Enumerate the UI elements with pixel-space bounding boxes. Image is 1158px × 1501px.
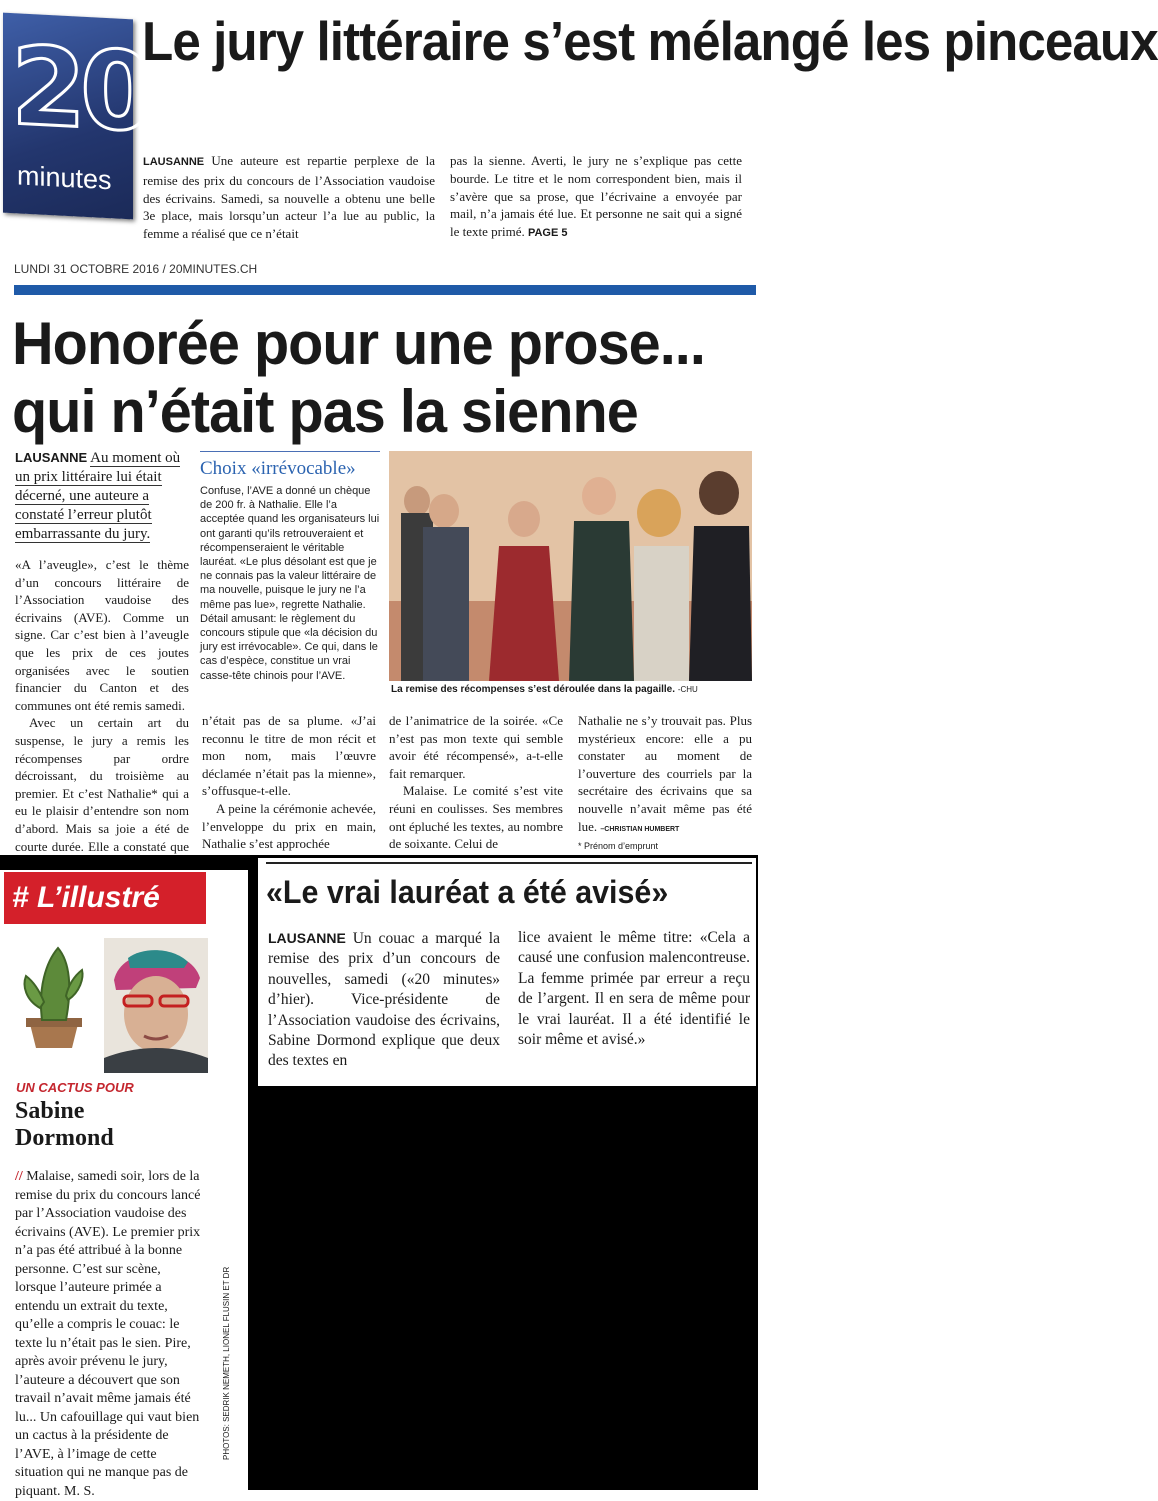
quote-col-2 [518,928,750,1050]
portrait-photo [104,938,208,1073]
20minutes-logo [3,13,150,220]
sidebar-box [200,451,380,689]
front-col-1 [143,152,435,243]
lead-kicker: LAUSANNE [15,450,88,465]
illustre-logo: # L’illustré [4,872,206,924]
illustre-kicker: UN CACTUS POUR [16,1080,134,1095]
cactus-icon [12,938,96,1050]
box-title: Choix «irrévocable» [200,458,356,479]
col4-para1 [578,712,752,838]
col2-para2: A peine la cérémonie achevée, l’enveloppe du prix en main, Nathalie s’est approchée [202,800,376,852]
article-col-1 [15,556,189,873]
blue-rule [14,285,756,295]
article-col-4 [578,712,752,856]
quote-col-1 [268,928,500,1072]
slash-mark: // [15,1169,23,1184]
portrait-illustration [104,938,208,1073]
article-headline [12,310,726,446]
col4-text: Nathalie ne s’y trouvait pas. Plus mystérieux encore: elle a pu constater au moment de l’ouverture des courriels par la secrétaire des écrivains que sa nouvelle n’avait même pas été lue. [578,713,752,834]
quote-col1-text: Un couac a marqué la remise des prix d’un concours de nouvelles, samedi («20 minutes» d’hier). Vice-présidente de l’Association vaudoise des écrivains, Sabine Dormond explique que deux des textes en [268,930,500,1070]
quote-clipping [258,858,756,1086]
article-lead [15,448,187,544]
col1-para1: «A l’aveugle», c’est le thème d’un concours littéraire de l’Association vaudoise des écrivains (AVE). Comme un signe. Car c’est bien à l’aveugle que les prix de ces joutes organisées avec le soutien financier du Canton et des communes ont été remis samedi. [15,557,189,713]
caption-credit: -CHU [677,685,698,694]
logo-word: minutes [17,160,112,196]
ceremony-photo [389,451,752,681]
page-ref: PAGE 5 [527,227,568,240]
article-col-3 [389,712,563,853]
top-rule [266,862,752,864]
front-col2-text: pas la sienne. Averti, le jury ne s’explique pas cette bourde. Le titre et le nom correspondent bien, mais il s’avère que sa prose, que l’écrivaine a envoyée par mail, n’a jamais été lue. Et personne ne sait qui a signé le texte primé. [450,153,742,240]
col3-para2: Malaise. Le comité s’est vite réuni en coulisses. Ses membres ont épluché les textes, au nombre de soixante. Celui de [389,783,563,852]
illustre-name [15,1098,114,1152]
name-line1: Sabine [15,1098,85,1124]
footnote: * Prénom d’emprunt [578,841,659,852]
col1-para2: Avec un certain art du suspense, le jury a remis les récompenses par ordre décroissant, du troisième au premier. Et c’est Nathalie* qui a eu le plaisir d’entendre son nom d’abord. Mais sa joie a été de courte durée. Elle a constaté que [15,715,189,854]
front-col1-text: Une auteure est repartie perplexe de la remise des prix du concours de l’Association vaudoise des écrivains. Samedi, sa nouvelle a obtenu une belle 3e place, mais lorsqu’un acteur l’a lue au public, la femme a réalisé que ce n’était [143,153,435,242]
front-headline: Le jury littéraire s’est mélangé les pinceaux [142,10,1158,72]
article-headline-line2: qui n’était pas la sienne [12,378,638,445]
article-col-2 [202,712,376,853]
caption-text: La remise des récompenses s’est déroulée dans la pagaille. [391,684,676,695]
front-kicker: LAUSANNE [143,156,205,168]
front-col-2 [450,152,742,243]
dateline: LUNDI 31 OCTOBRE 2016 / 20MINUTES.CH [14,262,258,276]
quote-kicker: LAUSANNE [268,930,346,946]
col3-para1: de l’animatrice de la soirée. «Ce n’est pas mon texte qui semble avoir été récompensé», a-t-elle fait remarquer. [389,713,563,781]
signature: –CHRISTIAN HUMBERT [600,825,680,833]
quote-headline: «Le vrai lauréat a été avisé» [266,874,669,910]
logo-number: 20 [11,24,150,157]
col2-para1: n’était pas de sa plume. «J’ai reconnu le titre de mon récit et mon nom, mais l’œuvre déclamée n’était pas la mienne», s’offusque-t-elle. [202,713,376,799]
photo-caption [391,684,751,695]
lead-text: Au moment où un prix littéraire lui était décerné, une auteure a constaté l’erreur plutôt embarrassante du jury. [15,450,181,542]
photo-credit-text: PHOTOS: SEDRIK NEMETH, LIONEL FLUSIN ET DR [222,1266,231,1460]
quote-col2-text: lice avaient le même titre: «Cela a causé une confusion malencontreuse. La femme primée par erreur a reçu de l’argent. Il en sera de même pour le vrai lauréat. Il a été identifié le soir même et avisé.» [518,929,750,1049]
photo-credit [222,1170,236,1460]
illustre-text: Malaise, samedi soir, lors de la remise du prix du concours lancé par l’Association vaudoise des écrivains (AVE). Le premier prix n’a pas été attribué à la bonne personne. C’est sur scène, lorsque l’auteure primée a entendu un extrait du texte, qu’elle a compris le couac: le texte lu n’était pas le sien. Pire, après avoir prévenu le jury, l’auteure a découvert que son travail n’avait même jamais été lu... Un cafouillage qui vaut bien un cactus à la présidente de l’AVE, à l’image de cette situation qui ne manque pas de piquant. M. S. [15,1169,201,1499]
ceremony-photo-illustration [389,451,752,681]
article-headline-line1: Honorée pour une prose... [12,310,705,377]
illustre-clipping [0,870,248,1499]
name-line2: Dormond [15,1125,114,1151]
illustre-body [15,1168,205,1501]
box-text: Confuse, l’AVE a donné un chèque de 200 fr. à Nathalie. Elle l’a acceptée quand les organisateurs lui ont garanti qu’ils retrouveraient et récompenseraient le véritable lauréat. «Le plus désolant est que je ne connais pas la valeur littéraire de ma nouvelle, puisque le jury ne l’a même pas lue», regrette Nathalie. Détail amusant: le règlement du concours stipule que «la décision du jury est irrévocable». Ce qui, dans le cas d’espèce, constitue un vrai casse-tête chinois pour l’AVE. [200,485,380,682]
